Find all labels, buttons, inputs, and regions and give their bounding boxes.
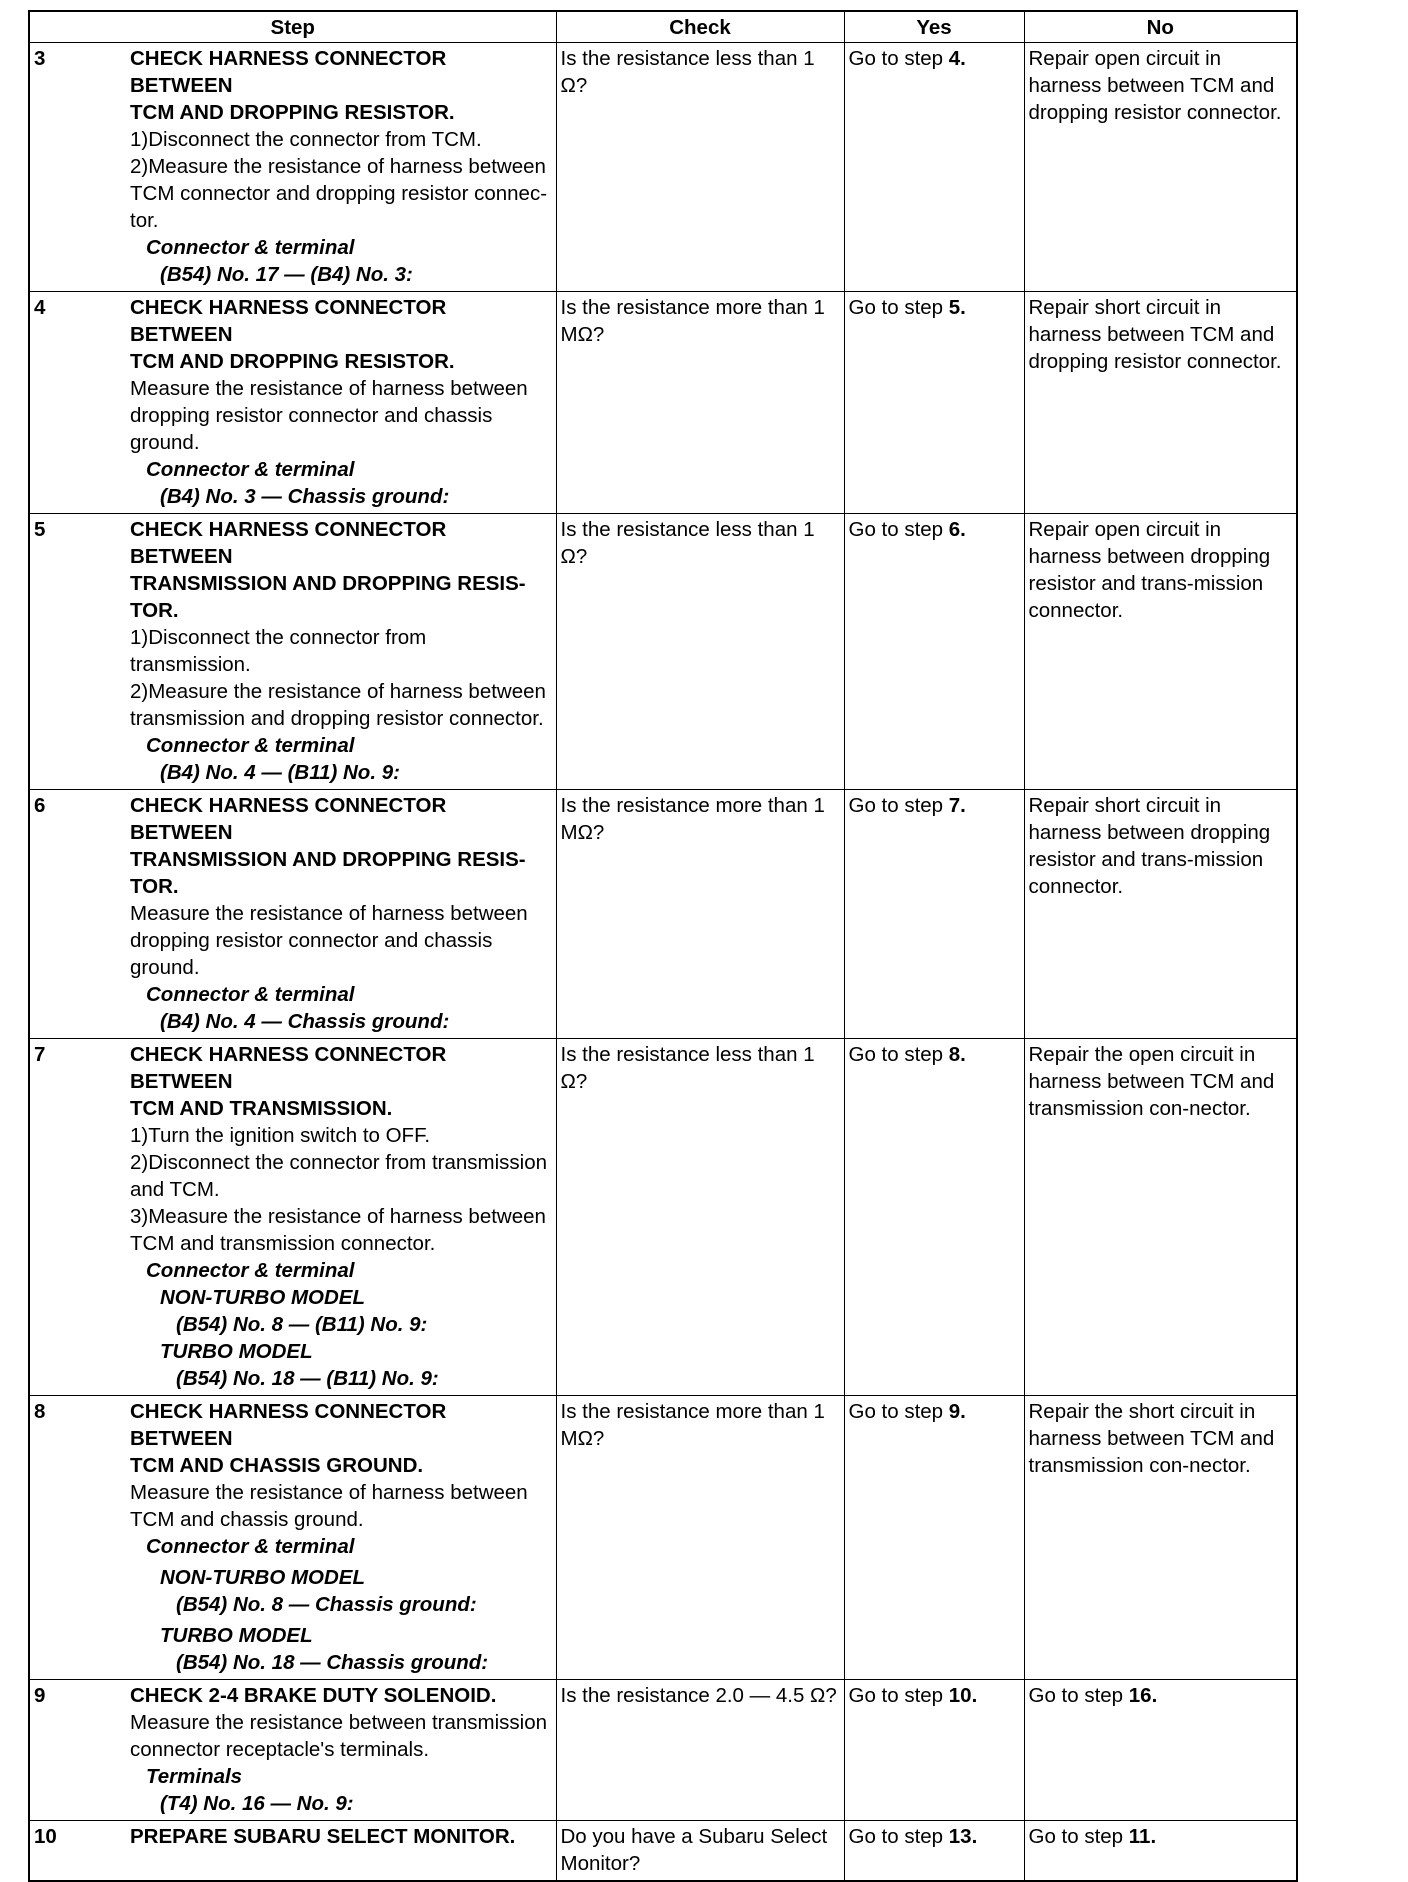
no-step-number: 16.	[1128, 1684, 1158, 1707]
connector-terminal-spec: Connector & terminal	[146, 983, 355, 1006]
connector-terminal-spec: Terminals	[146, 1765, 243, 1788]
header-yes: Yes	[844, 11, 1024, 43]
connector-terminal-spec: (B4) No. 4 — (B11) No. 9:	[160, 761, 400, 784]
no-prefix: Go to step	[1028, 1825, 1129, 1848]
no-action: Repair the short circuit in harness between TCM and transmission con-nector.	[1028, 1400, 1275, 1477]
no-action: Repair open circuit in harness between dropping resistor and trans-mission connector.	[1028, 518, 1271, 622]
yes-step-number: 5.	[948, 296, 966, 319]
table-row	[29, 1039, 1297, 1396]
yes-step-number: 7.	[948, 794, 966, 817]
step-title: CHECK HARNESS CONNECTOR BETWEEN	[130, 1043, 447, 1093]
no-action: Repair short circuit in harness between TCM and dropping resistor connector.	[1028, 296, 1282, 373]
connector-terminal-spec: Connector & terminal	[146, 1259, 355, 1282]
step-instruction: 3)Measure the resistance of harness between	[130, 1205, 546, 1228]
step-title: CHECK 2-4 BRAKE DUTY SOLENOID.	[130, 1684, 497, 1707]
header-check: Check	[556, 11, 844, 43]
step-title: CHECK HARNESS CONNECTOR BETWEEN	[130, 518, 447, 568]
step-instruction: 1)Disconnect the connector from transmission.	[130, 626, 427, 676]
connector-terminal-spec: (B54) No. 8 — Chassis ground:	[176, 1593, 477, 1616]
step-instruction: Measure the resistance of harness between	[130, 377, 528, 400]
step-title: TCM AND CHASSIS GROUND.	[130, 1454, 424, 1477]
step-instruction: and TCM.	[130, 1178, 220, 1201]
yes-step-number: 10.	[948, 1684, 978, 1707]
check-cell: Is the resistance less than 1 Ω?	[556, 1039, 844, 1396]
step-number: 7	[34, 1043, 46, 1066]
yes-step-number: 13.	[948, 1825, 978, 1848]
no-cell	[1024, 790, 1297, 1039]
connector-terminal-spec: Connector & terminal	[146, 236, 355, 259]
connector-terminal-spec: TURBO MODEL	[160, 1624, 313, 1647]
step-body	[130, 1041, 552, 1392]
yes-step-number: 4.	[948, 47, 966, 70]
connector-terminal-spec: Connector & terminal	[146, 734, 355, 757]
no-action: Repair short circuit in harness between dropping resistor and trans-mission connector.	[1028, 794, 1271, 898]
yes-cell	[844, 790, 1024, 1039]
no-cell	[1024, 1396, 1297, 1680]
step-title: TRANSMISSION AND DROPPING RESIS-	[130, 848, 526, 871]
no-cell	[1024, 43, 1297, 292]
step-title: CHECK HARNESS CONNECTOR BETWEEN	[130, 296, 447, 346]
no-action: Repair the open circuit in harness between TCM and transmission con-nector.	[1028, 1043, 1275, 1120]
yes-step-number: 9.	[948, 1400, 966, 1423]
check-cell: Is the resistance less than 1 Ω?	[556, 514, 844, 790]
yes-cell	[844, 1396, 1024, 1680]
header-row	[29, 11, 1297, 43]
check-cell: Is the resistance more than 1 MΩ?	[556, 292, 844, 514]
step-instruction: 2)Measure the resistance of harness between	[130, 680, 546, 703]
step-body	[130, 1398, 552, 1676]
step-instruction: TCM and chassis ground.	[130, 1508, 364, 1531]
step-cell	[29, 514, 556, 790]
step-instruction: dropping resistor connector and chassis	[130, 404, 493, 427]
step-number: 3	[34, 47, 46, 70]
connector-terminal-spec: (B54) No. 8 — (B11) No. 9:	[176, 1313, 428, 1336]
step-instruction: transmission and dropping resistor connector.	[130, 707, 544, 730]
step-instruction: tor.	[130, 209, 159, 232]
step-body	[130, 1682, 552, 1817]
yes-cell	[844, 1821, 1024, 1882]
step-number: 5	[34, 518, 46, 541]
table-row	[29, 514, 1297, 790]
step-title: TOR.	[130, 875, 179, 898]
step-cell	[29, 790, 556, 1039]
step-title: CHECK HARNESS CONNECTOR BETWEEN	[130, 47, 447, 97]
no-cell	[1024, 1821, 1297, 1882]
step-body	[130, 516, 552, 786]
step-instruction: Measure the resistance of harness between	[130, 1481, 528, 1504]
yes-prefix: Go to step	[848, 1684, 949, 1707]
step-body	[130, 792, 552, 1035]
diagnostic-table	[28, 10, 1298, 1882]
step-cell	[29, 1680, 556, 1821]
check-cell: Is the resistance 2.0 — 4.5 Ω?	[556, 1680, 844, 1821]
step-instruction: dropping resistor connector and chassis	[130, 929, 493, 952]
yes-prefix: Go to step	[848, 1825, 949, 1848]
table-row	[29, 1680, 1297, 1821]
connector-terminal-spec: (B4) No. 3 — Chassis ground:	[160, 485, 450, 508]
connector-terminal-spec: NON-TURBO MODEL	[160, 1286, 365, 1309]
step-body	[130, 45, 552, 288]
step-body	[130, 294, 552, 510]
connector-terminal-spec: (B54) No. 18 — (B11) No. 9:	[176, 1367, 439, 1390]
step-number: 10	[34, 1825, 57, 1848]
step-instruction: 2)Measure the resistance of harness between	[130, 155, 546, 178]
no-cell	[1024, 514, 1297, 790]
table-row	[29, 790, 1297, 1039]
step-title: TCM AND TRANSMISSION.	[130, 1097, 393, 1120]
table-row	[29, 43, 1297, 292]
step-instruction: 2)Disconnect the connector from transmission	[130, 1151, 548, 1174]
step-instruction: ground.	[130, 431, 200, 454]
yes-step-number: 6.	[948, 518, 966, 541]
header-no: No	[1024, 11, 1297, 43]
yes-step-number: 8.	[948, 1043, 966, 1066]
connector-terminal-spec: Connector & terminal	[146, 1535, 355, 1558]
yes-prefix: Go to step	[848, 794, 949, 817]
yes-cell	[844, 514, 1024, 790]
step-instruction: Measure the resistance between transmission	[130, 1711, 548, 1734]
yes-prefix: Go to step	[848, 47, 949, 70]
step-cell	[29, 43, 556, 292]
connector-terminal-spec: NON-TURBO MODEL	[160, 1566, 365, 1589]
yes-prefix: Go to step	[848, 1043, 949, 1066]
check-cell: Is the resistance more than 1 MΩ?	[556, 790, 844, 1039]
step-instruction: 1)Turn the ignition switch to OFF.	[130, 1124, 431, 1147]
step-title: TRANSMISSION AND DROPPING RESIS-	[130, 572, 526, 595]
connector-terminal-spec: Connector & terminal	[146, 458, 355, 481]
step-cell	[29, 1821, 556, 1882]
step-number: 9	[34, 1684, 46, 1707]
step-title: TCM AND DROPPING RESISTOR.	[130, 350, 455, 373]
table-row	[29, 1821, 1297, 1882]
header-step: Step	[29, 11, 556, 43]
step-instruction: connector receptacle's terminals.	[130, 1738, 430, 1761]
connector-terminal-spec: (B54) No. 18 — Chassis ground:	[176, 1651, 489, 1674]
no-cell	[1024, 292, 1297, 514]
table-row	[29, 1396, 1297, 1680]
step-cell	[29, 292, 556, 514]
step-title: CHECK HARNESS CONNECTOR BETWEEN	[130, 794, 447, 844]
no-prefix: Go to step	[1028, 1684, 1129, 1707]
step-title: CHECK HARNESS CONNECTOR BETWEEN	[130, 1400, 447, 1450]
check-cell: Is the resistance less than 1 Ω?	[556, 43, 844, 292]
no-cell	[1024, 1039, 1297, 1396]
no-action: Repair open circuit in harness between TCM and dropping resistor connector.	[1028, 47, 1282, 124]
yes-cell	[844, 1039, 1024, 1396]
connector-terminal-spec: (B54) No. 17 — (B4) No. 3:	[160, 263, 413, 286]
step-title: PREPARE SUBARU SELECT MONITOR.	[130, 1825, 516, 1848]
step-title: TOR.	[130, 599, 179, 622]
step-cell	[29, 1039, 556, 1396]
yes-cell	[844, 1680, 1024, 1821]
step-body	[130, 1823, 552, 1850]
step-instruction: Measure the resistance of harness between	[130, 902, 528, 925]
check-cell: Do you have a Subaru Select Monitor?	[556, 1821, 844, 1882]
step-instruction: TCM and transmission connector.	[130, 1232, 436, 1255]
no-cell	[1024, 1680, 1297, 1821]
connector-terminal-spec: TURBO MODEL	[160, 1340, 313, 1363]
check-cell: Is the resistance more than 1 MΩ?	[556, 1396, 844, 1680]
yes-prefix: Go to step	[848, 296, 949, 319]
step-number: 4	[34, 296, 46, 319]
step-cell	[29, 1396, 556, 1680]
yes-prefix: Go to step	[848, 1400, 949, 1423]
no-step-number: 11.	[1128, 1825, 1157, 1848]
connector-terminal-spec: (T4) No. 16 — No. 9:	[160, 1792, 354, 1815]
step-instruction: ground.	[130, 956, 200, 979]
step-title: TCM AND DROPPING RESISTOR.	[130, 101, 455, 124]
connector-terminal-spec: (B4) No. 4 — Chassis ground:	[160, 1010, 450, 1033]
yes-cell	[844, 292, 1024, 514]
yes-prefix: Go to step	[848, 518, 949, 541]
step-number: 8	[34, 1400, 46, 1423]
step-instruction: 1)Disconnect the connector from TCM.	[130, 128, 482, 151]
table-row	[29, 292, 1297, 514]
yes-cell	[844, 43, 1024, 292]
step-instruction: TCM connector and dropping resistor connec-	[130, 182, 548, 205]
step-number: 6	[34, 794, 46, 817]
